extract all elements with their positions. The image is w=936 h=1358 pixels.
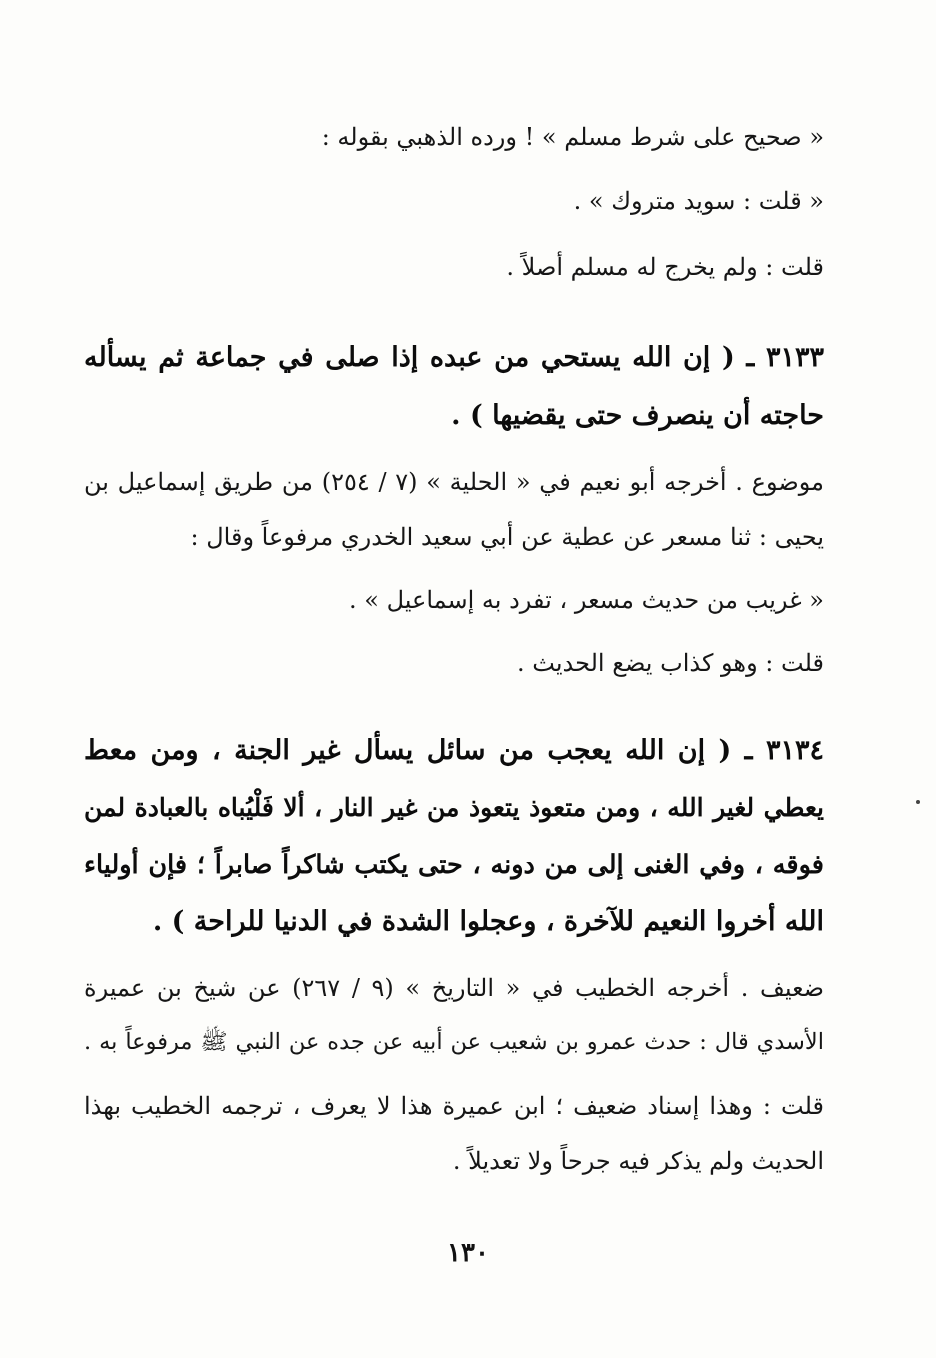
hadith-3133-line-1: ٣١٣٣ ـ ( إن الله يستحي من عبده إذا صلى في جماعة ثم يسأله bbox=[84, 342, 824, 373]
text-line-6: موضوع . أخرجه أبو نعيم في « الحلية » (٧ / ٢٥٤) من طريق إسماعيل بن bbox=[84, 468, 825, 496]
text-line-2: « قلت : سويد متروك » . bbox=[573, 187, 824, 215]
page-number: ١٣٠ bbox=[447, 1238, 489, 1268]
text-line-17: الحديث ولم يذكر فيه جرحاً ولا تعديلاً . bbox=[452, 1147, 824, 1175]
text-line-14: ضعيف . أخرجه الخطيب في « التاريخ » (٩ / ٢٦٧) عن شيخ بن عميرة bbox=[84, 974, 825, 1002]
text-line-8: « غريب من حديث مسعر ، تفرد به إسماعيل » . bbox=[349, 586, 824, 614]
text-line-9: قلت : وهو كذاب يضع الحديث . bbox=[517, 649, 824, 677]
hadith-3134-line-4: الله أخروا النعيم للآخرة ، وعجلوا الشدة في الدنيا للراحة ) . bbox=[152, 906, 824, 937]
hadith-3134-line-1: ٣١٣٤ ـ ( إن الله يعجب من سائل يسأل غير الجنة ، ومن معط bbox=[84, 735, 824, 766]
text-line-16: قلت : وهذا إسناد ضعيف ؛ ابن عميرة هذا لا يعرف ، ترجمه الخطيب بهذا bbox=[84, 1092, 824, 1120]
hadith-3133-line-2: حاجته أن ينصرف حتى يقضيها ) . bbox=[451, 400, 824, 431]
text-line-15: الأسدي قال : حدث عمرو بن شعيب عن أبيه عن جده عن النبي ﷺ مرفوعاً به . bbox=[84, 1029, 824, 1055]
hadith-3134-line-3: فوقه ، وفي الغنى إلى من دونه ، حتى يكتب شاكراً صابراً ؛ فإن أولياء bbox=[84, 850, 824, 880]
scan-speck bbox=[916, 800, 920, 804]
text-line-3: قلت : ولم يخرج له مسلم أصلاً . bbox=[506, 253, 824, 281]
text-line-7: يحيى : ثنا مسعر عن عطية عن أبي سعيد الخدري مرفوعاً وقال : bbox=[190, 523, 824, 551]
hadith-3134-line-2: يعطي لغير الله ، ومن متعوذ يتعوذ من غير النار ، ألا فَلْيُباه بالعبادة لمن bbox=[84, 793, 824, 822]
text-line-1: « صحيح على شرط مسلم » ! ورده الذهبي بقوله : bbox=[321, 123, 824, 151]
